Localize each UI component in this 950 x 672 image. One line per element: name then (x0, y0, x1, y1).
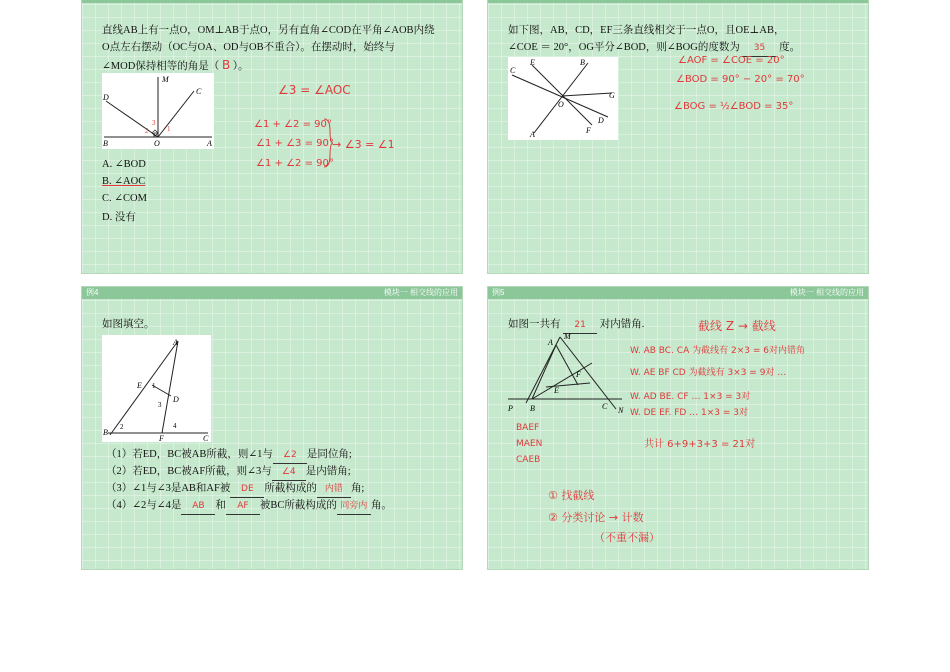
answer-blank: 内错 (317, 481, 351, 498)
option-a: A. ∠BOD (102, 159, 146, 170)
handwritten-note: （不重不漏） (594, 531, 660, 544)
handwritten-note: MAEN (516, 439, 543, 449)
label-B: B (530, 404, 535, 413)
handwritten-note: W. AB BC. CA 为截线有 2×3 = 6对内错角 (630, 346, 805, 356)
geometry-figure (102, 335, 211, 442)
option-d: D. 没有 (102, 212, 136, 223)
slide-header (82, 287, 462, 299)
slide-header (488, 0, 868, 3)
handwritten-note: ∠BOD = 90° − 20° = 70° (676, 74, 805, 85)
answer-blank: 同旁内 (337, 498, 371, 515)
handwritten-note: 共计 6+9+3+3 = 21对 (644, 439, 756, 450)
label-A: A (530, 130, 535, 139)
geometry-figure (506, 333, 624, 415)
item-text: 角。 (370, 500, 392, 511)
label-F: F (586, 126, 591, 135)
question-line-text: ∠MOD保持相等的角是（ (102, 61, 220, 72)
item-text: 和 (215, 500, 226, 511)
handwritten-note: ② 分类讨论 → 计数 (548, 511, 644, 524)
geometry-figure (102, 73, 214, 149)
handwritten-note: ∠1 + ∠2 = 90° (256, 158, 334, 169)
question-line-text: 如图一共有 (508, 319, 561, 330)
label-G: G (609, 91, 615, 100)
answer-blank: 21 (563, 317, 597, 334)
slide-number (86, 0, 98, 3)
answer-blank: 35 (742, 40, 776, 57)
handwritten-note: 截线 Z → 截线 (698, 319, 776, 333)
handwritten-note: W. AD BE. CF … 1×3 = 3对 (630, 392, 751, 402)
module-title (384, 0, 458, 3)
slide-number (492, 0, 504, 3)
handwritten-note: W. AE BF CD 为截线有 3×3 = 9对 … (630, 368, 787, 378)
question-line-end: ）。 (232, 61, 249, 72)
fill-item-2 (106, 464, 351, 481)
item-text: 是同位角; (306, 449, 352, 460)
handwritten-note: CAEB (516, 455, 541, 465)
slide-example-3 (487, 0, 869, 274)
angle-2-label: 2 (120, 423, 124, 431)
label-E: E (554, 386, 559, 395)
handwritten-answer: B (221, 58, 231, 72)
angle-3-label: 3 (158, 401, 162, 409)
question-line: 如图填空。 (102, 319, 155, 330)
label-O: O (154, 139, 160, 148)
label-C: C (510, 66, 516, 75)
module-title (790, 0, 864, 3)
slide-number: 例5 (492, 288, 505, 297)
slide-number: 例4 (86, 288, 99, 297)
question-line: 如下图，AB，CD，EF三条直线相交于一点O，且OE⊥AB， (508, 25, 785, 36)
angle-3-label: 3 (152, 119, 156, 127)
item-text: （2）若ED，BC被AF所截，则∠3与 (106, 466, 272, 477)
slide-header (488, 287, 868, 299)
slide-header (82, 0, 462, 3)
item-text: （4）∠2与∠4是 (106, 500, 182, 511)
brace-mark (322, 117, 334, 169)
handwritten-note: ∠1 + ∠3 = 90° (256, 138, 334, 149)
module-title: 模块一 相交线的应用 (383, 288, 458, 297)
question-line (508, 317, 644, 334)
handwritten-note: ① 找截线 (548, 489, 595, 502)
fill-item-1 (106, 447, 352, 464)
label-P: P (508, 404, 513, 413)
handwritten-note: BAEF (516, 423, 540, 433)
label-O: O (558, 100, 564, 109)
label-M: M (162, 75, 169, 84)
answer-blank: ∠2 (273, 447, 307, 464)
fill-item-3 (106, 481, 364, 498)
label-B: B (103, 139, 108, 148)
option-c: C. ∠COM (102, 193, 147, 204)
item-text: （1）若ED，BC被AB所截，则∠1与 (106, 449, 273, 460)
question-line-text: ∠COE ＝ 20°，OG平分∠BOD，则∠BOG的度数为 (508, 42, 740, 53)
slide-example-2 (81, 0, 463, 274)
question-line: O点左右摆动（OC与OA、OD与OB不重合）。在摆动时，始终与 (102, 42, 395, 53)
slide-example-5 (487, 286, 869, 570)
handwritten-note: ∠AOF = ∠COE = 20° (678, 55, 785, 66)
answer-blank: ∠4 (272, 464, 306, 481)
fill-item-4 (106, 498, 392, 515)
label-N: N (618, 406, 624, 415)
question-line-end: 对内错角. (599, 319, 645, 330)
label-F: F (576, 370, 581, 379)
label-B: B (103, 428, 108, 437)
label-D: D (173, 395, 179, 404)
handwritten-note: ∠3 = ∠AOC (278, 83, 351, 97)
item-text: 角; (350, 483, 365, 494)
handwritten-note: W. DE EF. FD … 1×3 = 3对 (630, 408, 749, 418)
question-line: 直线AB上有一点O，OM⊥AB于点O，另有直角∠COD在平角∠AOB内绕 (102, 25, 435, 36)
label-D: D (598, 116, 604, 125)
item-text: 是内错角; (305, 466, 351, 477)
item-text: （3）∠1与∠3是AB和AF被 (106, 483, 231, 494)
label-C: C (203, 434, 209, 442)
label-D: D (103, 93, 109, 102)
label-C: C (602, 402, 608, 411)
answer-blank: AF (226, 498, 260, 515)
option-b: B. ∠AOC (102, 176, 146, 187)
handwritten-note: ∠BOG = ½∠BOD = 35° (674, 101, 794, 112)
angle-1-label: 1 (167, 125, 171, 133)
answer-blank: AB (181, 498, 215, 515)
item-text: 所截构成的 (264, 483, 317, 494)
label-B: B (580, 58, 585, 67)
angle-1-label: 1 (152, 382, 156, 390)
label-E: E (530, 58, 535, 67)
angle-2-label: 2 (145, 127, 149, 135)
geometry-figure (508, 57, 618, 140)
label-F: F (159, 434, 164, 442)
label-A: A (548, 338, 553, 347)
label-A: A (207, 139, 212, 148)
answer-blank: DE (230, 481, 264, 498)
label-M: M (564, 333, 571, 341)
label-A: A (173, 338, 178, 347)
handwritten-note: → ∠3 = ∠1 (332, 138, 395, 151)
angle-4-label: 4 (173, 422, 177, 430)
module-title: 模块一 相交线的应用 (789, 288, 864, 297)
question-line-end: 度。 (779, 42, 801, 53)
label-E: E (137, 381, 142, 390)
handwritten-note: ∠1 + ∠2 = 90° (254, 119, 332, 130)
slide-example-4 (81, 286, 463, 570)
item-text: 被BC所截构成的 (259, 500, 337, 511)
label-C: C (196, 87, 202, 96)
